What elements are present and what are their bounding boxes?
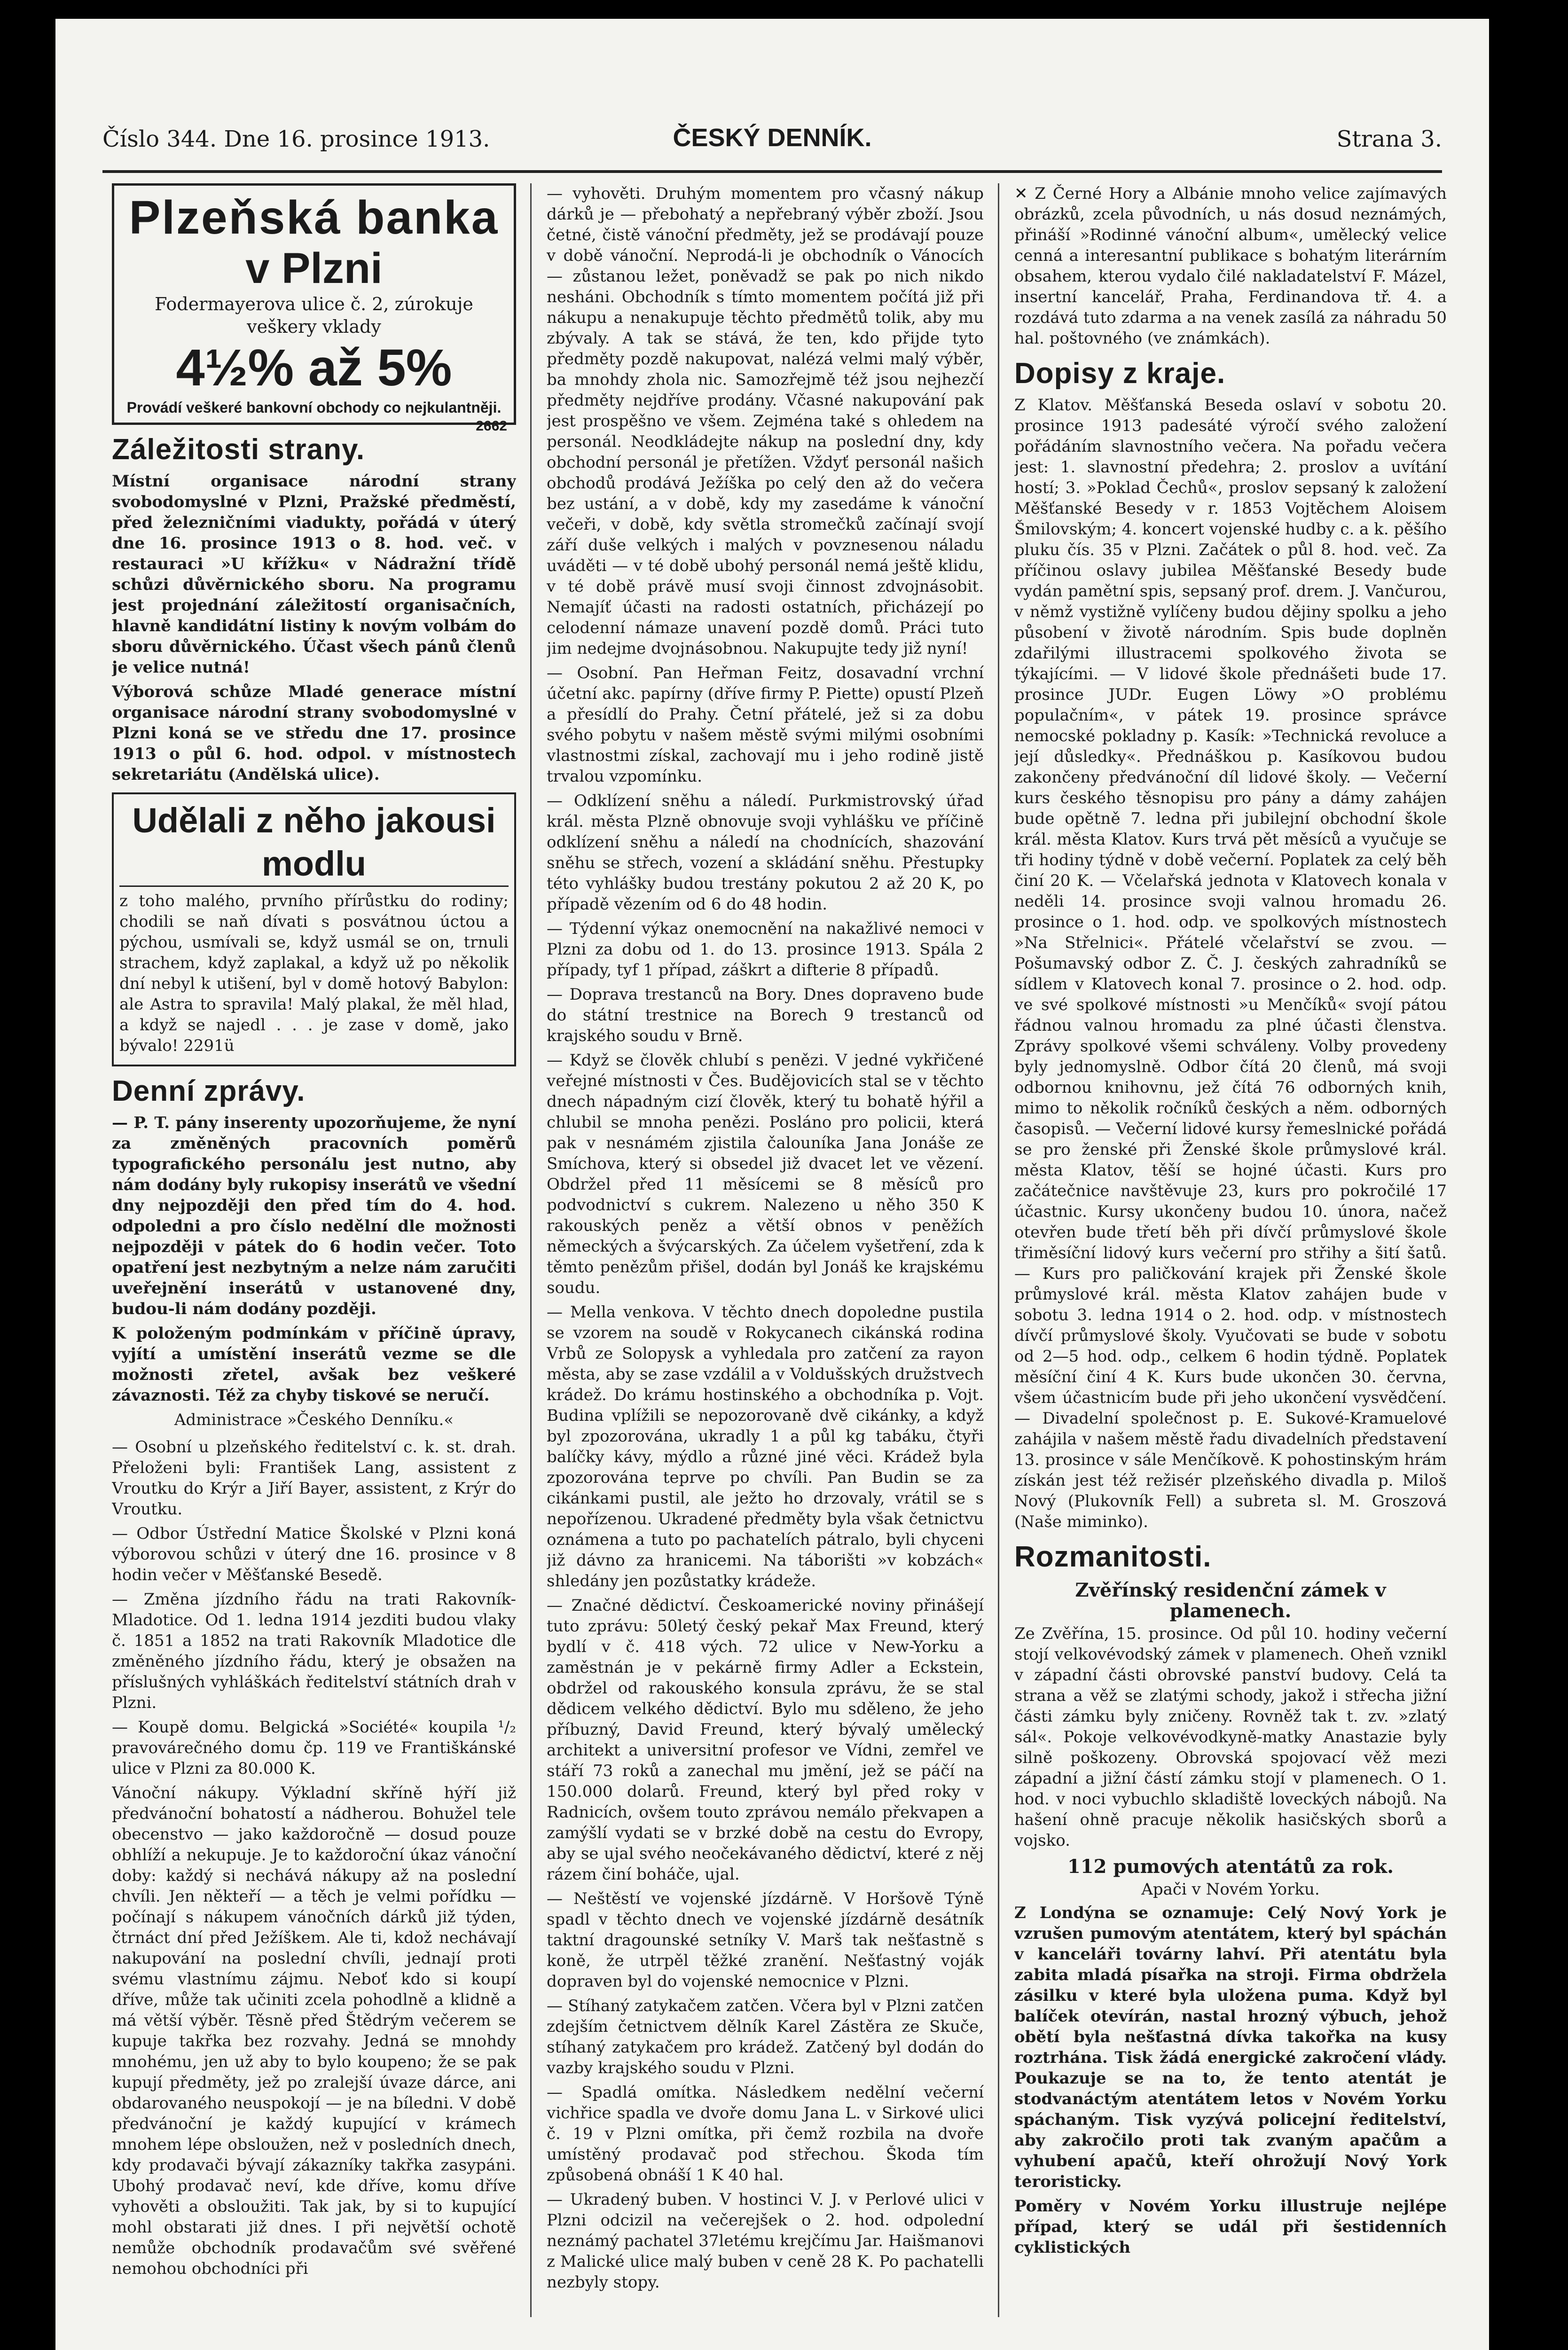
article-body: Poměry v Novém Yorku illustruje nejlépe případ, který se udál při šestidenních cyklistických	[1014, 2197, 1447, 2257]
news-item: — Změna jízdního řádu na trati Rakovník-Mladotice. Od 1. ledna 1914 jezditi budou vlaky č. 1851 a 1852 na trati Rakovník Mladotice dle změněného jízdního řádu, který je obsažen na příslušných vyhláškách ředitelství státních drah v Plzni.	[112, 1590, 516, 1712]
news-item: — Doprava trestanců na Bory. Dnes dopraveno bude do státní trestnice na Borech 9 trestanců od krajského soudu v Brně.	[547, 985, 984, 1045]
bank-advertisement	[112, 183, 516, 434]
news-section-title: Denní zprávy.	[112, 1075, 306, 1107]
column-3	[1014, 183, 1447, 2317]
publisher-notice-2: K položeným podmínkám v příčině úpravy, vyjítí a umístění inserátů vezme se dle možnosti zřetel, avšak bez veškeré závaznosti. Též za chyby tiskové se neručí.	[112, 1324, 516, 1405]
news-item: — Když se člověk chlubí s penězi. V jedné vykřičené veřejné místnosti v Čes. Budějovicích stal se v těchto dnech nápadným cizí člověk, který tu bohatě hýřil a chlubil se mnoha penězi. Posláno pro policii, která pak v nesnámém zjistila čalouníka Jana Jonáše ze Smíchova, který si obsedel již dvacet let ve vězení. Obdržel před 11 měsícemi se 8 měsíců pro podvodnictví s cukrem. Nalezeno u něho 350 K rakouských peněz a větší obnos v peněžích německých a švýcarských. Za účelem vyšetření, zda k těmto penězům přišel, dodán byl Jonáš ke krajskému soudu.	[547, 1051, 984, 1297]
publisher-notice: — P. T. pány inserenty upozorňujeme, že nyní za změněných pracovních poměrů typografického personálu jest nutno, aby nám dodány byly rukopisy inserátů ve všední dny nejpozději den před tím do 4. hod. odpoledni a pro číslo nedělní dle možnosti nejpozději v pátek do 6 hodin večer. Toto opatření jest nezbytným a nelze nám zaručiti uveřejnění inserátů v ustanovené dny, budou-li nám dodány později.	[112, 1113, 516, 1318]
masthead: ČESKÝ DENNÍK.	[673, 124, 872, 152]
ad-code: 2291ü	[183, 1036, 235, 1055]
regional-letter: Z Klatov. Měšťanská Beseda oslaví v sobotu 20. prosince 1913 padesáté výročí svého založení pořádáním slavnostního večera. Na pořadu večera jest: 1. slavnostní předehra; 2. proslov a uvítání hostí; 3. »Poklad Čechů«, proslov sepsaný k založení Měšťanské Besedy v r. 1853 Vojtěchem Aloisem Šmilovským; 4. koncert vojenské hudby c. a k. pěšího pluku čís. 35 v Plzni. Začátek o půl 8. hod. več. Za příčinou oslavy jubilea Měšťanské Besedy bude vydán pamětní spis, sepsaný prof. drem. J. Vančurou, v němž vystižně vylíčeny budou dějiny spolku a jeho působení v životě národním. Spis bude doplněn zdařilými illustracemi spolkového života se týkajícími. — V lidové škole přednášeti bude 17. prosince JUDr. Eugen Löwy »O problému populačním«, v pátek 19. prosince správce nemocské pokladny p. Kasík: »Technická revoluce a její důsledky«. Přednáškou p. Kasíkovou budou zakončeny předvánoční díl lidové školy. — Večerní kurs českého těsnopisu pro pány a dámy zahájen bude opětně 7. ledna při jubilejní obchodní škole král. města Klatov. Kurs trvá pět měsíců a vyučuje se tři hodiny týdně v době večerní. Poplatek za celý běh činí 20 K. — Včelařská jednota v Klatovech konala v neděli 14. prosince svoji valnou hromadu 26. prosince o 1. hod. odp. ve spolkových místnostech »Na Střelnici«. Přátelé včelařství se zvou. — Pošumavský odbor Z. Č. J. českých zahradníků se sídlem v Klatovech konal 7. prosince o 2. hod. odp. ve své spolkové místnosti »u Menčíků« svojí pátou řádnou valnou hromadu za plné účasti členstva. Zprávy spolkové všemi schváleny. Volby provedeny byly jednomyslně. Odbor čítá 20 členů, má svoji odbornou knihovnu, jež čítá 76 odborných knih, mimo to několik ročníků českých a něm. odborných časopisů. — Večerní lidové kursy řemeslnické pořádá se pro ženské při Ženské škole průmyslové král. města Klatov, těší se hojné účasti. Kurs pro začátečnice navštěvuje 23, kurs pro pokročilé 17 účastnic. Kursy ukončeny budou 10. února, načež otevřen bude třetí běh při dívčí průmyslové škole třiměsíční lidový kurs večerní pro střihy a šití šatů. — Kurs pro paličkování krajek při Ženské škole průmyslové král. města Klatov zahájen bude v sobotu 3. ledna 1914 o 2. hod. odp. v místnostech dívčí průmyslové školy. Vyučovati se bude v sobotu od 2—5 hod. odp., celkem 6 hodin týdně. Poplatek měsíční činí 4 K. Kurs bude ukončen 30. června, všem účastnicím bude při jeho ukončení vysvědčení. — Divadelní společnost p. E. Sukové-Kramuelové zahájila v našem městě řadu divadelních představení 13. prosince v sále Menčíkově. K pohostinským hrám získán jest též režisér plzeňského divadla p. Miloš Nový (Plukovník Fell) a subreta sl. M. Groszová (Naše miminko).	[1014, 396, 1447, 1531]
ad-headline: Udělali z něho jakousi modlu	[119, 799, 509, 887]
news-item: — Osobní u plzeňského ředitelství c. k. st. drah. Přeloženi byli: František Lang, assistent z Vroutku do Krýr a Jiří Bayer, assistent, z Krýr do Vroutku.	[112, 1438, 516, 1519]
news-item: — Značné dědictví. Českoamerické noviny přinášejí tuto zprávu: 50letý český pekař Max Freund, který bydlí v č. 418 vých. 72 ulice v New-Yorku a zaměstnán je v pekárně firmy Adler a Eckstein, obdržel od rakouského konsula zprávu, že se stal dědicem velkého dědictví. Bylo mu sděleno, že jeho příbuzný, David Freund, který bývalý umělecký architekt a universitní profesor ve Vídni, zemřel ve stáří 73 roků a zanechal mu jmění, jež se páčí na 150.000 dolarů. Freund, který byl před roky v Radnicích, ovšem touto zprávou nemálo překvapen a zamýšlí vydati se v brzké době na cestu do Evropy, aby se ujal svého neočekávaného dědictví, které z něj rázem činí boháče, ujal.	[547, 1596, 984, 1884]
news-item: — Týdenní výkaz onemocnění na nakažlivé nemoci v Plzni za dobu od 1. do 13. prosince 1913. Spála 2 případy, tyf 1 případ, záškrt a difterie 8 případů.	[547, 919, 984, 979]
news-item: — Osobní. Pan Heřman Feitz, dosavadní vrchní účetní akc. papírny (dříve firmy P. Piette) opustí Plzeň a přesídlí do Prahy. Četní přátelé, jež si za dobu svého pobytu v našem městě svými milými osobními vlastnostmi získal, zachovají mu i jeho rodině jistě trvalou vzpomínku.	[547, 664, 984, 786]
bank-address: Fodermayerova ulice č. 2, zúrokuje veškery vklady	[155, 294, 473, 337]
news-item: — Spadlá omítka. Následkem nedělní večerní vichřice spadla ve dvoře domu Jana L. v Sirkové ulici č. 19 v Plzni omítka, při čemž rozbila na dvoře umístěný prodavač pod střechou. Škoda tím způsobená obnáší 1 K 40 hal.	[547, 2083, 984, 2185]
party-item-1: Místní organisace národní strany svobodomyslné v Plzni, Pražské předměstí, před železničními viadukty, pořádá v úterý dne 16. prosince 1913 o 8. hod. več. v restauraci »U křížku« v Nádražní třídě schůzi důvěrnického sboru. Na programu jest projednání záležitostí organisačních, hlavně kandidátní listiny k novým volbám do sboru důvěrnického. Účast všech pánů členů je velice nutná!	[112, 472, 516, 677]
news-item: — Stíhaný zatykačem zatčen. Včera byl v Plzni zatčen zdejším četnictvem dělník Karel Zástěra ze Skuče, stíhaný zatykačem pro krádež. Zatčený byl dodán do vazby krajského soudu v Plzni.	[547, 1997, 984, 2077]
news-item: — Ukradený buben. V hostinci V. J. v Perlové ulici v Plzni odcizil na večerejšek o 2. hod. odpolední neznámý pachatel 37letému krejčímu Jar. Haišmanovi z Malické ulice malý buben v ceně 28 K. Po pachatelli nezbyly stopy.	[547, 2190, 984, 2292]
news-item: — Odklízení sněhu a náledí. Purkmistrovský úřad král. města Plzně obnovuje svoji vyhlášku ve příčině odklízení sněhu a náledí na chodnících, shazování sněhu se střech, vození a skládání sněhu. Přestupky této vyhlášky budou trestány pokutou 2 až 20 K, po případě vězením od 6 do 48 hodin.	[547, 791, 984, 914]
page-number: Strana 3.	[1336, 126, 1442, 152]
news-item: Vánoční nákupy. Výkladní skříně hýří již předvánoční bohatostí a nádherou. Bohužel tele obecenstvo — jako každoročně — dosud pouze obhlíží a nekupuje. Je to každoroční úkaz vánoční doby: každý si nechává nákupy až na poslední chvíli. Jen někteří — a těch je velmi pořídku — počínají s nákupem vánočních dárků již týden, čtrnáct dní před Ježíškem. Ale ti, kdož nechávají nakupování na poslední chvíli, jednají proti svému vlastnímu zájmu. Neboť kdo si koupí dříve, může tak učiniti zcela pohodlně a klidně a má větší výběr. Těsně před Štědrým večerem se kupuje takřka bez rozvahy. Jedná se mnohdy mnohému, jen už aby to bylo koupeno; že se pak kupují předměty, jež po zralejší úvaze dárce, ani obdarovaného neuspokojí — je na bíledni. V době předvánoční je každý kupující v krámech mnohem lépe obsloužen, než v posledních dnech, kdy prodavači bývají zákazníky takřka zasypáni. Ubohý prodavač neví, kde dříve, komu dříve vyhověti a obsloužiti. Tak jak, by si to kupující mohl obstarati již dnes. I při největší ochotě nemůže obchodník prodavačům své svěřené nemohou obchodníci při	[112, 1784, 516, 2278]
column-1	[112, 183, 516, 2317]
news-item: — Mella venkova. V těchto dnech dopoledne pustila se vzorem na soudě v Rokycanech cikánská rodina Vrbů ze Solopysk a vyhledala pro zatčení za rayon města, aby se zase vzdálil a v Voldušských družstvech krádež. Do krámu hostinského a obchodníka p. Vojt. Budina vplížili se nepozorovaně dvě cikánky, a když byl zpozorována, ukradly 1 a půl kg tabáku, čtyři balíčky kávy, mýdlo a různé jiné věci. Krádež byla zpozorována teprve po chvíli. Pan Budin se za cikánkami pustil, ale ježto ho drzovaly, vrátil se s nepořízenou. Ukradené předměty byla však četnictvu oznámena a tuto po pachatelích pátralo, byli chyceni již dávno za hranicemi. Na táborišti »v kobzách« shledány jen pozůstatky krádeže.	[547, 1303, 984, 1590]
page-header	[102, 113, 1442, 155]
article-title: Zvěřínský residenční zámek v plamenech.	[1075, 1579, 1386, 1622]
article-title: 112 pumových atentátů za rok.	[1067, 1856, 1394, 1878]
letters-section-title: Dopisy z kraje.	[1014, 357, 1226, 390]
newspaper-page	[55, 19, 1489, 2350]
news-item: — Odbor Ústřední Matice Školské v Plzni koná výborovou schůzi v úterý dne 16. prosince v 8 hodin večer v Měšťanské Besedě.	[112, 1524, 516, 1584]
bank-interest-rate: 4½% až 5%	[176, 339, 452, 397]
news-item: ✕ Z Černé Hory a Albánie mnoho velice zajímavých obrázků, zcela původních, u nás dosud neznámých, přináší »Rodinné vánoční album«, umělecký velice cenná a interesantní publikace s bohatým literárním obsahem, kterou vydalo čilé nakladatelství F. Mázel, insertní kancelář, Praha, Ferdinandova tř. 4. a rozdává tuto zdarma a na venek zasílá za náhradu 50 hal. poštovného (ve známkách).	[1014, 184, 1447, 348]
party-item-2: Výborová schůze Mladé generace místní organisace národní strany svobodomyslné v Plzni koná se ve středu dne 17. prosince 1913 o půl 6. hod. odpol. v místnostech sekretariátu (Andělská ulice).	[112, 682, 516, 784]
news-item: — Neštěstí ve vojenské jízdárně. V Horšově Týně spadl v těchto dnech ve vojenské jízdárně desátník taktní dragounské setníky V. Marš tak nešťastně s koně, že utrpěl těžké zranění. Nešťastný voják dopraven byl do vojenské nemocnice v Plzni.	[547, 1889, 984, 1991]
issue-date: Číslo 344. Dne 16. prosince 1913.	[102, 126, 490, 152]
administration-signature: Administrace »Českého Denníku.«	[174, 1410, 454, 1429]
column-rule-2	[998, 183, 999, 2317]
news-item: — Koupě domu. Belgická »Société« koupila ¹/₂ pravovárečného domu čp. 119 ve Františkánské ulice v Plzni za 80.000 K.	[112, 1718, 516, 1778]
column-2	[547, 183, 984, 2317]
miscellany-section-title: Rozmanitosti.	[1014, 1541, 1212, 1573]
news-item: — vyhověti. Druhým momentem pro včasný nákup dárků je — přebohatý a nepřebraný výběr zboží. Jsou četné, čistě vánoční předměty, jež se prodávají pouze v době vánoční. Neprodá-li je obchodník o Vánocích — zůstanou ležet, poněvadž se pak po nich nikdo nesháni. Obchodník s tímto momentem počítá již při nákupu a nenakupuje těchto předmětů tolik, aby mu zbývaly. A tak se stává, že ten, kdo přijde tyto předměty pozdě nakupovat, nalézá velmi malý výběr, ba mnohdy zhola nic. Samozřejmě též jsou nejhezčí předměty nejdříve prodány. Včasné nakupování pak jest prospěšno ve všem. Zejména také s ohledem na personál. Neodkládejte nákup na poslední dny, kdy obchodní personál je přetížen. Vždyť personál našich obchodů prodává Ježíška po celý den až do večera bez ustání, a v době, kdy my zasedáme k vánoční večeři, v době, kdy světla stromečků začínají svojí září duše velkých i malých v povznesenou náladu uváděti — v té době ubohý personál nemá ještě klidu, v té době právě musí svoji činnost zdvojnásobit. Nemajíť účasti na radosti ostatních, přicházejí po celodenní námaze unavení pozdě domů. Práci tuto jim nedejme dvojnásobnou. Nakupujte tedy již nyní!	[547, 184, 984, 658]
bank-city: v Plzni	[245, 244, 383, 292]
article-body: Ze Zvěřína, 15. prosince. Od půl 10. hodiny večerní stojí velkovévodský zámek v plamenech. Oheň vznikl v západní části obrovské panství budovy. Celá ta strana a věž se zlatými schody, jakož i střecha jižní části zámku byly zničeny. Rovněž tak t. zv. »zlatý sál«. Pokoje velkovévodkyně-matky Anastazie byly silně poškozeny. Obrovská spojovací věž mezi západní a jižní částí zámku stojí v plamenech. O 1. hod. v noci vybuchlo skladiště loveckých nábojů. Na hašení ohně pracuje několik hasičských sborů a vojsko.	[1014, 1624, 1447, 1850]
ad-text: z toho malého, prvního přírůstku do rodiny; chodili se naň dívati s posvátnou úctou a pýchou, usmívali se, když usmál se on, trnuli strachem, když zaplakal, a když už po několik dní nebyl k utišení, byl v domě hotový Babylon: ale Astra to spravila! Malý plakal, že měl hlad, a když se najedl . . . je zase v domě, jako bývalo! 2291ü	[119, 892, 509, 1055]
article-body: Z Londýna se oznamuje: Celý Nový York je vzrušen pumovým atentátem, který byl spáchán v kanceláři továrny lahví. Při atentátu byla zabita mladá písařka na stroji. Firma obdržela zásilku v které byla uložena puma. Když byl balíček otevírán, nastal hrozný výbuch, jehož obětí byla nešťastná dívka takořka na kusy roztrhána. Tisk žádá energické zakročení vlády. Poukazuje se na to, že tento atentát je stodvanáctým atentátem letos v Novém Yorku spáchaným. Tisk vyzývá policejní ředitelství, aby zakročilo proti tak zvaným apačům a vyhubení apačů, kteří ohrožují Nový York teroristicky.	[1014, 1904, 1447, 2191]
header-rule	[102, 170, 1442, 173]
bank-note: Provádí veškeré bankovní obchody co nejkulantněji. 2662	[121, 398, 507, 417]
article-subtitle: Apači v Novém Yorku.	[1141, 1880, 1320, 1899]
column-rule-1	[530, 183, 532, 2317]
party-section-title: Záležitosti strany.	[112, 433, 365, 466]
ad-code: 2662	[476, 418, 507, 434]
bank-name: Plzeňská banka	[129, 191, 499, 244]
astra-advertisement	[112, 792, 516, 1066]
